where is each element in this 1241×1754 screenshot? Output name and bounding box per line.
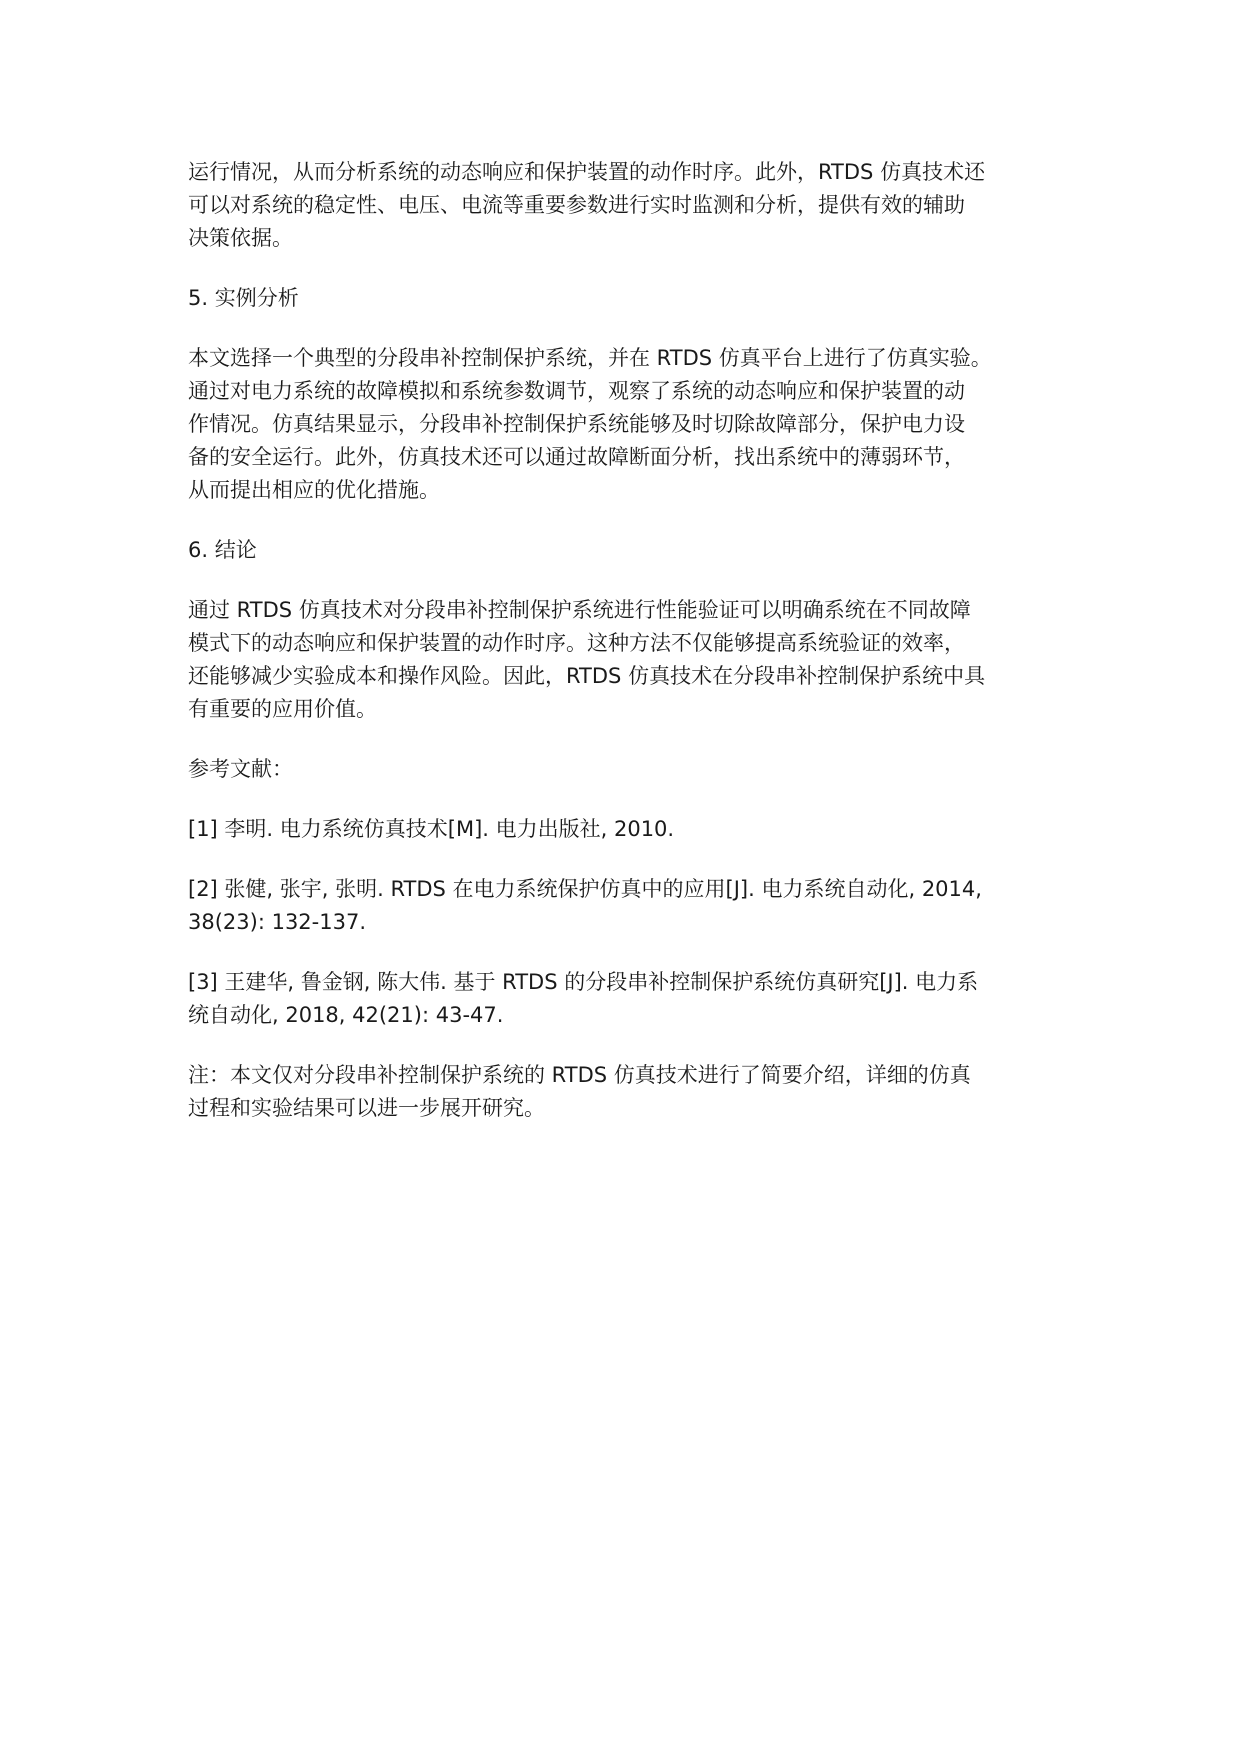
text-line: 过程和实验结果可以进一步展开研究。 — [188, 1096, 545, 1120]
text-line: 注：本文仅对分段串补控制保护系统的 RTDS 仿真技术进行了简要介绍，详细的仿真 — [188, 1063, 971, 1087]
section-5-paragraph — [188, 342, 1068, 507]
text-line: 模式下的动态响应和保护装置的动作时序。这种方法不仅能够提高系统验证的效率， — [188, 631, 965, 655]
text-line: 作情况。仿真结果显示，分段串补控制保护系统能够及时切除故障部分，保护电力设 — [188, 412, 965, 436]
text-line: 从而提出相应的优化措施。 — [188, 478, 440, 502]
note-paragraph — [188, 1059, 1068, 1125]
text-line: 本文选择一个典型的分段串补控制保护系统，并在 RTDS 仿真平台上进行了仿真实验。 — [188, 346, 992, 370]
text-line: 还能够减少实验成本和操作风险。因此，RTDS 仿真技术在分段串补控制保护系统中具 — [188, 664, 986, 688]
section-5-heading — [188, 282, 1068, 315]
text-line: 运行情况，从而分析系统的动态响应和保护装置的动作时序。此外，RTDS 仿真技术还 — [188, 160, 986, 184]
section-6-paragraph — [188, 594, 1068, 726]
reference-item — [188, 966, 1068, 1032]
document-body — [188, 156, 1068, 1125]
text-line: 有重要的应用价值。 — [188, 697, 377, 721]
text-line: 通过对电力系统的故障模拟和系统参数调节，观察了系统的动态响应和保护装置的动 — [188, 379, 965, 403]
reference-item — [188, 873, 1068, 939]
text-line: 决策依据。 — [188, 226, 293, 250]
reference-line: [2] 张健, 张宇, 张明. RTDS 在电力系统保护仿真中的应用[J]. 电力系统自动化, 2014, — [188, 877, 982, 901]
reference-line: [1] 李明. 电力系统仿真技术[M]. 电力出版社, 2010. — [188, 817, 675, 841]
text-line: 可以对系统的稳定性、电压、电流等重要参数进行实时监测和分析，提供有效的辅助 — [188, 193, 965, 217]
section-heading: 6. 结论 — [188, 538, 257, 562]
section-6-heading — [188, 534, 1068, 567]
text-line: 通过 RTDS 仿真技术对分段串补控制保护系统进行性能验证可以明确系统在不同故障 — [188, 598, 971, 622]
reference-item — [188, 813, 1068, 846]
reference-line: 38(23): 132-137. — [188, 910, 366, 934]
intro-paragraph — [188, 156, 1068, 255]
reference-line: [3] 王建华, 鲁金钢, 陈大伟. 基于 RTDS 的分段串补控制保护系统仿真研究[J]. 电力系 — [188, 970, 979, 994]
section-heading: 5. 实例分析 — [188, 286, 299, 310]
reference-line: 统自动化, 2018, 42(21): 43-47. — [188, 1003, 504, 1027]
references-heading — [188, 753, 1068, 786]
section-heading: 参考文献： — [188, 757, 293, 781]
text-line: 备的安全运行。此外，仿真技术还可以通过故障断面分析，找出系统中的薄弱环节， — [188, 445, 965, 469]
